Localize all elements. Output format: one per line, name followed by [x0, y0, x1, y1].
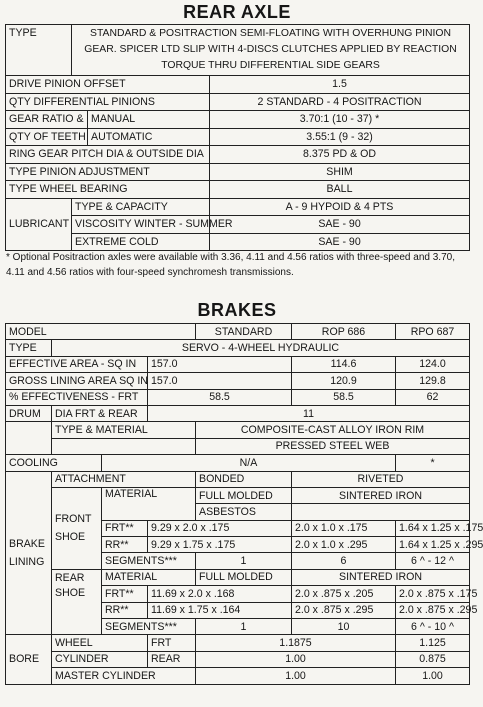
gross-lining-rpo-687: 129.8	[396, 373, 470, 389]
rear-segments-label: SEGMENTS***	[102, 619, 196, 635]
drum-label: DRUM	[6, 405, 52, 421]
drum-dia-value: 11	[148, 405, 470, 421]
wc-frt-label: FRT	[148, 635, 196, 651]
automatic-label: AUTOMATIC	[88, 128, 210, 146]
rear-segments-standard: 1	[196, 619, 292, 635]
brake-lining-label	[6, 471, 52, 635]
front-segments-rop-686: 6	[292, 553, 396, 569]
ring-gear-label: RING GEAR PITCH DIA & OUTSIDE DIA	[6, 146, 210, 164]
cooling-value: N/A	[102, 455, 396, 471]
front-material-molded-2: ASBESTOS	[196, 504, 292, 520]
front-label: FRONT	[55, 513, 92, 526]
rear-frt-rpo-687: 2.0 x .875 x .175	[396, 586, 470, 602]
manual-label: MANUAL	[88, 111, 210, 129]
drum-type-material-label: TYPE & MATERIAL	[52, 422, 196, 438]
rear-rr-standard: 11.69 x 1.75 x .164	[148, 602, 292, 618]
rear-shoe-label	[52, 569, 102, 635]
wc-rear-label: REAR	[148, 651, 196, 667]
lining-label: LINING	[9, 555, 45, 568]
qty-pinions-label: QTY DIFFERENTIAL PINIONS	[6, 93, 210, 111]
extreme-cold-label: EXTREME COLD	[72, 233, 210, 251]
front-frt-standard: 9.29 x 2.0 x .175	[148, 520, 292, 536]
type-capacity-value: A - 9 HYPOID & 4 PTS	[210, 198, 470, 216]
front-shoe-label	[52, 487, 102, 569]
gear-ratio-label: GEAR RATIO &	[6, 111, 88, 129]
model-standard: STANDARD	[196, 324, 292, 340]
master-cylinder-standard: 1.00	[196, 668, 396, 684]
brakes-type-value: SERVO - 4-WHEEL HYDRAULIC	[52, 340, 470, 356]
wc-frt-rpo-687: 1.125	[396, 635, 470, 651]
rear-axle-table	[5, 24, 470, 251]
front-material-spacer	[292, 504, 470, 520]
lubricant-label: LUBRICANT	[6, 198, 72, 251]
viscosity-value: SAE - 90	[210, 216, 470, 234]
rear-segments-rpo-687: 6 ^ - 10 ^	[396, 619, 470, 635]
drive-pinion-offset-value: 1.5	[210, 76, 470, 94]
wc-frt-standard: 1.1875	[196, 635, 396, 651]
brake-label: BRAKE	[9, 537, 45, 550]
master-cylinder-rpo-687: 1.00	[396, 668, 470, 684]
front-rr-label: RR**	[102, 537, 148, 553]
front-rr-rpo-687: 1.64 x 1.25 x .295	[396, 537, 470, 553]
pinion-adjustment-value: SHIM	[210, 163, 470, 181]
bore-label: BORE	[6, 635, 52, 684]
front-frt-label: FRT**	[102, 520, 148, 536]
front-rr-rop-686: 2.0 x 1.0 x .295	[292, 537, 396, 553]
axle-type-label: TYPE	[6, 25, 72, 76]
attachment-bonded: BONDED	[196, 471, 292, 487]
drum-spacer	[6, 438, 52, 454]
rear-material-sintered: SINTERED IRON	[292, 569, 470, 585]
master-cylinder-label: MASTER CYLINDER	[52, 668, 196, 684]
shoe-label: SHOE	[55, 531, 86, 544]
front-rr-standard: 9.29 x 1.75 x .175	[148, 537, 292, 553]
effective-area-rop-686: 114.6	[292, 356, 396, 372]
qty-pinions-value: 2 STANDARD - 4 POSITRACTION	[210, 93, 470, 111]
front-segments-rpo-687: 6 ^ - 12 ^	[396, 553, 470, 569]
drum-spacer	[6, 422, 52, 438]
wc-rear-standard: 1.00	[196, 651, 396, 667]
rear-material-molded-1: FULL MOLDED	[196, 569, 292, 585]
pinion-adjustment-label: TYPE PINION ADJUSTMENT	[6, 163, 210, 181]
effectiveness-label: % EFFECTIVENESS - FRT	[6, 389, 148, 405]
effectiveness-standard: 58.5	[148, 389, 292, 405]
wheel-bearing-value: BALL	[210, 181, 470, 199]
brakes-type-label: TYPE	[6, 340, 52, 356]
drum-spacer	[52, 438, 196, 454]
front-frt-rop-686: 2.0 x 1.0 x .175	[292, 520, 396, 536]
rear-frt-label: FRT**	[102, 586, 148, 602]
positraction-footnote: * Optional Positraction axles were available with 3.36, 4.11 and 4.56 ratios with three-speed and 3.70, 4.11 and 4.56 ratios with four-speed synchromesh transmissions.	[6, 252, 455, 278]
effective-area-rpo-687: 124.0	[396, 356, 470, 372]
model-rop-686: ROP 686	[292, 324, 396, 340]
front-material-molded-1: FULL MOLDED	[196, 487, 292, 503]
front-frt-rpo-687: 1.64 x 1.25 x .175	[396, 520, 470, 536]
rear-frt-standard: 11.69 x 2.0 x .168	[148, 586, 292, 602]
rear-frt-rop-686: 2.0 x .875 x .205	[292, 586, 396, 602]
automatic-value: 3.55:1 (9 - 32)	[210, 128, 470, 146]
cooling-label: COOLING	[6, 455, 102, 471]
front-material-label: MATERIAL	[102, 487, 196, 520]
front-segments-standard: 1	[196, 553, 292, 569]
gross-lining-label: GROSS LINING AREA SQ IN	[6, 373, 148, 389]
wc-rear-rpo-687: 0.875	[396, 651, 470, 667]
effectiveness-rpo-687: 62	[396, 389, 470, 405]
effective-area-standard: 157.0	[148, 356, 292, 372]
front-segments-label: SEGMENTS***	[102, 553, 196, 569]
gross-lining-standard: 157.0	[148, 373, 292, 389]
shoe-label: SHOE	[55, 587, 86, 600]
cooling-rpo-687: *	[396, 455, 470, 471]
drum-type-material-value-1: COMPOSITE-CAST ALLOY IRON RIM	[196, 422, 470, 438]
rear-rr-label: RR**	[102, 602, 148, 618]
rear-material-label: MATERIAL	[102, 569, 196, 585]
gross-lining-rop-686: 120.9	[292, 373, 396, 389]
manual-value: 3.70:1 (10 - 37) *	[210, 111, 470, 129]
rear-axle-title: REAR AXLE	[183, 2, 291, 22]
front-material-sintered: SINTERED IRON	[292, 487, 470, 503]
attachment-riveted: RIVETED	[292, 471, 470, 487]
cylinder-label: CYLINDER	[52, 651, 148, 667]
drive-pinion-offset-label: DRIVE PINION OFFSET	[6, 76, 210, 94]
rear-rr-rpo-687: 2.0 x .875 x .295	[396, 602, 470, 618]
rear-rr-rop-686: 2.0 x .875 x .295	[292, 602, 396, 618]
ring-gear-value: 8.375 PD & OD	[210, 146, 470, 164]
type-capacity-label: TYPE & CAPACITY	[72, 198, 210, 216]
wheel-label: WHEEL	[52, 635, 148, 651]
wheel-bearing-label: TYPE WHEEL BEARING	[6, 181, 210, 199]
model-label: MODEL	[6, 324, 196, 340]
model-rpo-687: RPO 687	[396, 324, 470, 340]
drum-dia-label: DIA FRT & REAR	[52, 405, 148, 421]
attachment-label: ATTACHMENT	[52, 471, 196, 487]
rear-segments-rop-686: 10	[292, 619, 396, 635]
drum-type-material-value-2: PRESSED STEEL WEB	[196, 438, 470, 454]
brakes-table	[5, 323, 483, 685]
rear-label: REAR	[55, 571, 85, 584]
effective-area-label: EFFECTIVE AREA - SQ IN	[6, 356, 148, 372]
effectiveness-rop-686: 58.5	[292, 389, 396, 405]
extreme-cold-value: SAE - 90	[210, 233, 470, 251]
brakes-title: BRAKES	[197, 300, 277, 320]
qty-teeth-label: QTY OF TEETH	[6, 128, 88, 146]
viscosity-label: VISCOSITY WINTER - SUMMER	[72, 216, 210, 234]
axle-type-text: STANDARD & POSITRACTION SEMI-FLOATING WITH OVERHUNG PINION GEAR. SPICER LTD SLIP WITH 4-DISCS CLUTCHES APPLIED BY REACTION TORQUE THRU DIFFERENTIAL SIDE GEARS	[72, 25, 470, 76]
